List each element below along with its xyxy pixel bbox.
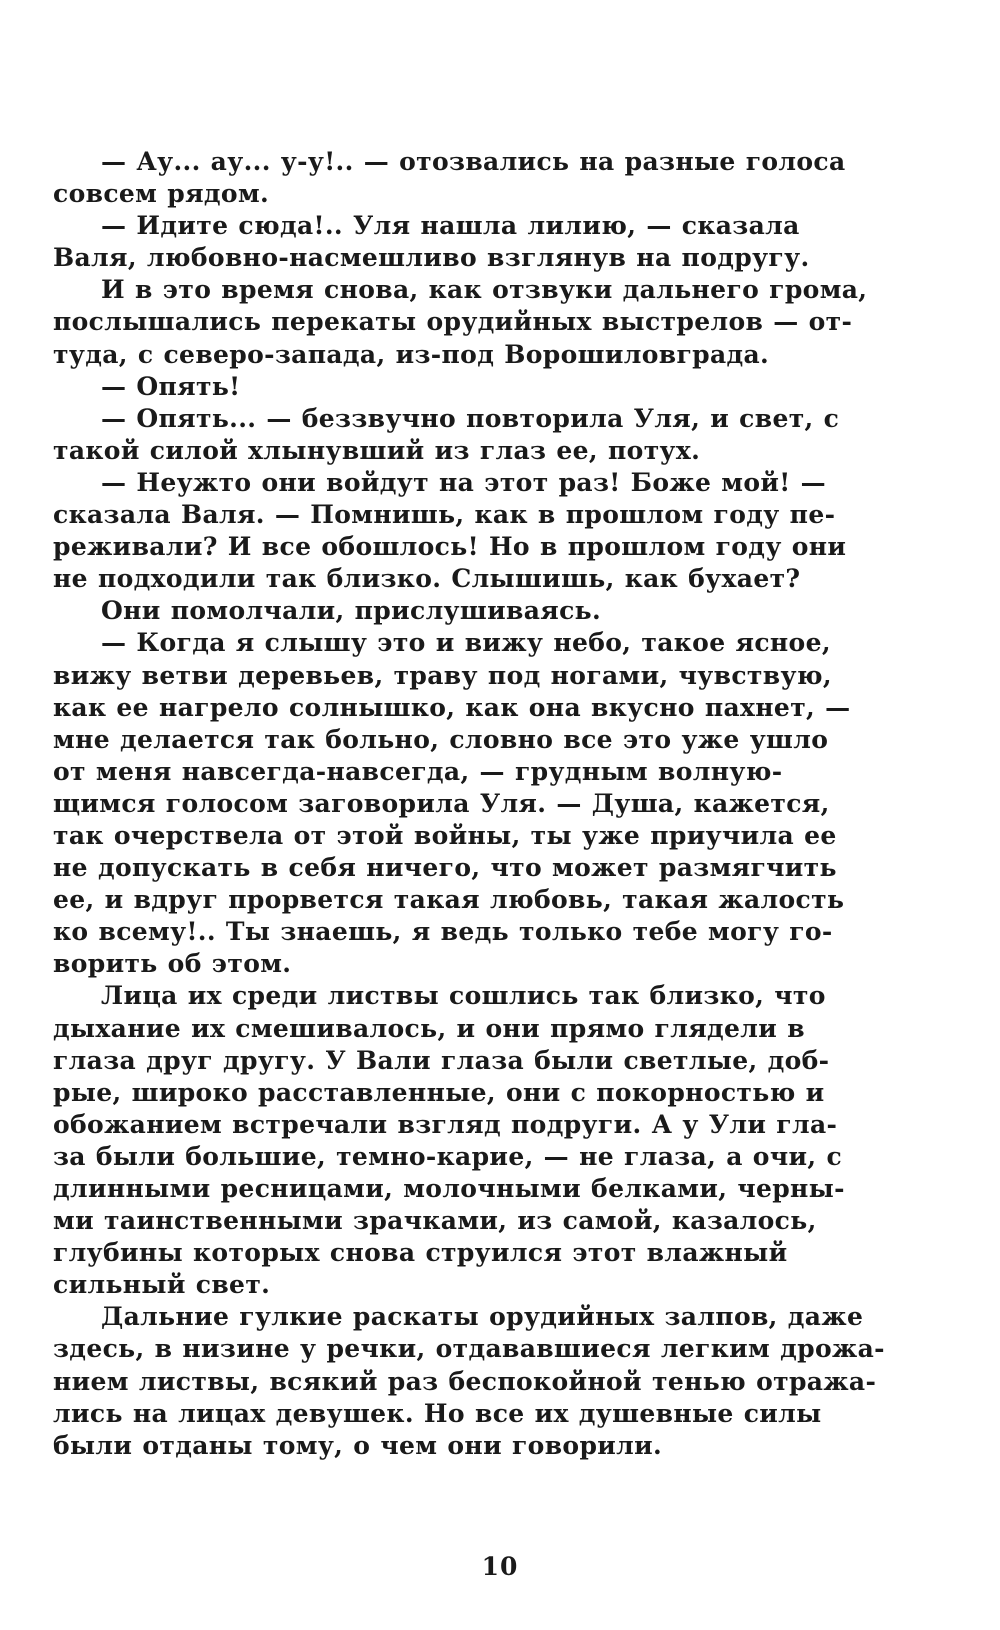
paragraph: Дальние гулкие раскаты орудийных залпов, даже здесь, в низине у речки, отдававшиеся легким дрожа- нием листвы, всякий раз беспокойной тенью отража- лись на лицах девушек. Но все их душевные силы были отданы тому, о чем они говорили. bbox=[53, 1302, 885, 1460]
paragraph: — Опять... — беззвучно повторила Уля, и свет, с такой силой хлынувший из глаз ее, потух. bbox=[53, 403, 840, 465]
paragraph: Они помолчали, прислушиваясь. bbox=[101, 596, 602, 626]
paragraph: Лица их среди листвы сошлись так близко, что дыхание их смешивалось, и они прямо глядели в глаза друг другу. У Вали глаза были светлые, доб- рые, широко расставленные, они с покорностью и обожанием встречали взгляд подруги. А у Ули гла- за были большие, темно-карие, — не глаза, а очи, с длинными ресницами, молочными белками, черны- ми таинственными зрачками, из самой, казалось, глубины которых снова струился этот влажный сильный свет. bbox=[53, 981, 845, 1300]
paragraph: — Идите сюда!.. Уля нашла лилию, — сказала Валя, любовно-насмешливо взглянув на подругу. bbox=[53, 211, 810, 273]
book-page-text bbox=[53, 146, 923, 1462]
paragraph: И в это время снова, как отзвуки дальнего грома, послышались перекаты орудийных выстрелов — от- туда, с северо-запада, из-под Ворошиловграда. bbox=[53, 275, 868, 369]
paragraph: — Опять! bbox=[101, 371, 241, 401]
paragraph: — Неужто они войдут на этот раз! Боже мой! — сказала Валя. — Помнишь, как в прошлом году пе- реживали? И все обошлось! Но в прошлом году они не подходили так близко. Слышишь, как бухает? bbox=[53, 467, 847, 594]
paragraph: — Когда я слышу это и вижу небо, такое ясное, вижу ветви деревьев, траву под ногами, чувствую, как ее нагрело солнышко, как она вкусно пахнет, — мне делается так больно, словно все это уже ушло от меня навсегда-навсегда, — грудным волную- щимся голосом заговорила Уля. — Душа, кажется, так очерствела от этой войны, ты уже приучила ее не допускать в себя ничего, что может размягчить ее, и вдруг прорвется такая любовь, такая жалость ко всему!.. Ты знаешь, я ведь только тебе могу го- ворить об этом. bbox=[53, 628, 851, 979]
paragraph: — Ау... ау... у-у!.. — отозвались на разные голоса совсем рядом. bbox=[53, 147, 846, 209]
page-number: 10 bbox=[481, 1552, 519, 1581]
